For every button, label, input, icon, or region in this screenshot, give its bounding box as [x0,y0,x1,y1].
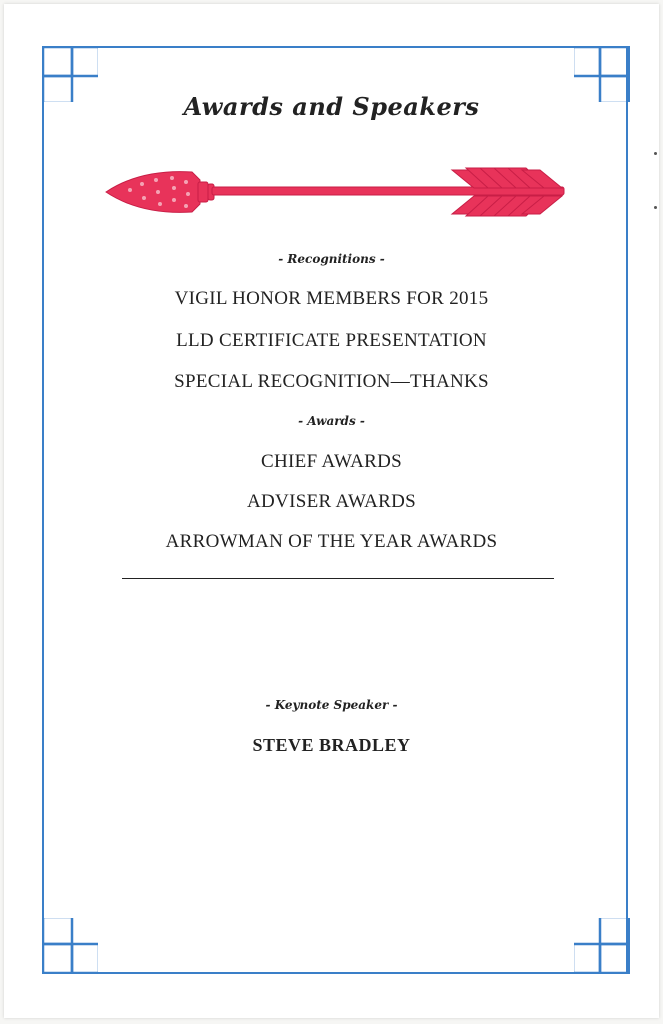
keynote-heading: - Keynote Speaker - [265,698,398,712]
awards-heading: - Awards - [298,414,365,428]
corner-ornament-bottom-left [42,918,98,974]
recognition-item: LLD CERTIFICATE PRESENTATION [176,330,487,351]
award-item: ADVISER AWARDS [247,491,416,512]
keynote-speaker-name: STEVE BRADLEY [252,735,411,755]
section-divider [122,578,554,579]
recognition-item: VIGIL HONOR MEMBERS FOR 2015 [174,288,489,309]
page-title: Awards and Speakers [183,92,480,121]
corner-ornament-bottom-right [574,918,630,974]
recognition-item: SPECIAL RECOGNITION—THANKS [174,371,489,392]
paper-speck [654,206,657,209]
arrow-icon [100,156,570,226]
recognitions-heading: - Recognitions - [278,252,385,266]
award-item: ARROWMAN OF THE YEAR AWARDS [165,531,498,552]
paper-speck [654,152,657,155]
award-item: CHIEF AWARDS [261,451,402,472]
